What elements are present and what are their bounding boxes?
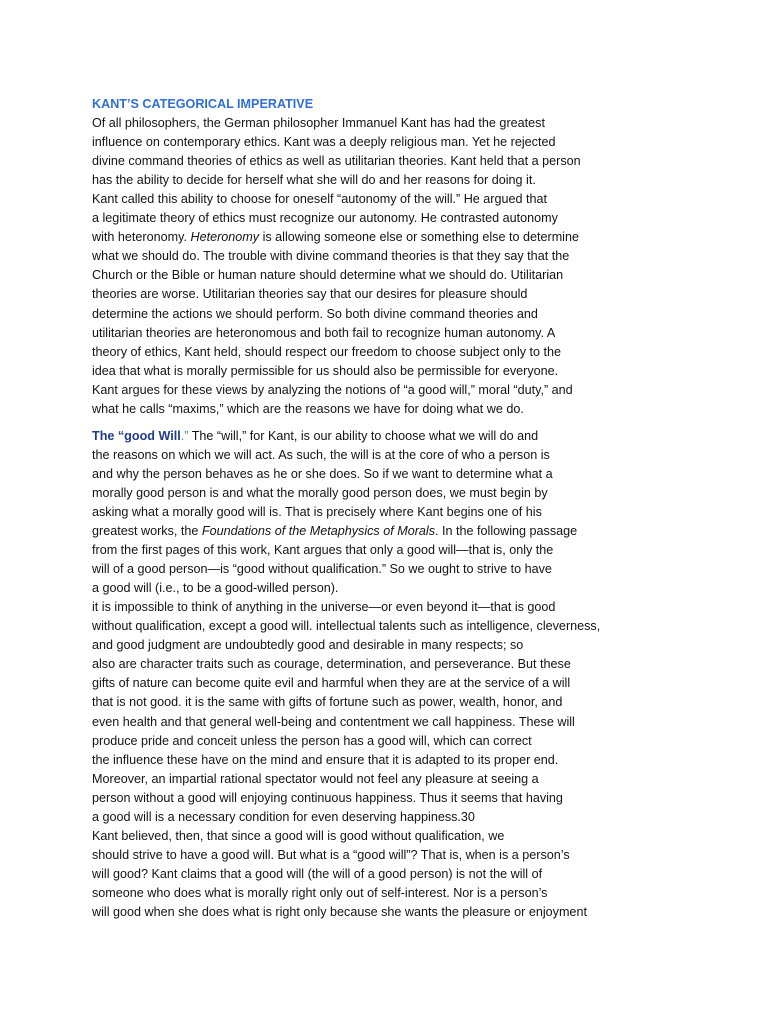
- text-run: . In the following passage: [435, 524, 578, 539]
- text-line: also are character traits such as courage, determination, and perseverance. But these: [92, 657, 571, 672]
- text-line: even health and that general well-being and contentment we call happiness. These will: [92, 714, 575, 729]
- text-line: what we should do. The trouble with divine command theories is that they say that the: [92, 249, 570, 264]
- text-line: that is not good. it is the same with gifts of fortune such as power, wealth, honor, and: [92, 695, 563, 710]
- text-line: idea that what is morally permissible for us should also be permissible for everyone.: [92, 363, 559, 378]
- text-line: [92, 522, 692, 541]
- text-line: it is impossible to think of anything in the universe—or even beyond it—that is good: [92, 600, 556, 615]
- text-line: utilitarian theories are heteronomous and both fail to recognize human autonomy. A: [92, 325, 556, 340]
- text-line: the influence these have on the mind and ensure that it is adapted to its proper end.: [92, 752, 559, 767]
- text-line: theories are worse. Utilitarian theories say that our desires for pleasure should: [92, 287, 528, 302]
- text-line: the reasons on which we will act. As such, the will is at the core of who a person is: [92, 447, 550, 462]
- text-line: Moreover, an impartial rational spectator would not feel any pleasure at seeing a: [92, 771, 539, 786]
- document-title: KANT’S CATEGORICAL IMPERATIVE: [92, 97, 314, 111]
- good-will-heading-punct: .”: [180, 428, 189, 443]
- text-line: and why the person behaves as he or she does. So if we want to determine what a: [92, 466, 553, 481]
- text-line: Kant called this ability to choose for oneself “autonomy of the will.” He argued that: [92, 192, 548, 207]
- document-page: [92, 95, 692, 922]
- text-line: what he calls “maxims,” which are the reasons we have for doing what we do.: [92, 401, 524, 416]
- text-run: greatest works, the: [92, 524, 202, 539]
- text-line: Kant believed, then, that since a good will is good without qualification, we: [92, 828, 505, 843]
- text-line: asking what a morally good will is. That is precisely where Kant begins one of his: [92, 504, 542, 519]
- text-line: gifts of nature can become quite evil and harmful when they are at the service of a will: [92, 676, 571, 691]
- paragraph-autonomy: [92, 114, 692, 419]
- good-will-heading: The “good Will: [92, 428, 181, 443]
- text-line: and good judgment are undoubtedly good and desirable in many respects; so: [92, 638, 524, 653]
- good-will-first-line-text: The “will,” for Kant, is our ability to choose what we will do and: [188, 428, 539, 443]
- text-line: someone who does what is morally right only out of self-interest. Nor is a person’s: [92, 885, 548, 900]
- text-run: is allowing someone else or something else to determine: [259, 230, 579, 245]
- text-line: person without a good will enjoying continuous happiness. Thus it seems that having: [92, 790, 563, 805]
- text-line: [92, 228, 692, 247]
- text-line: Kant argues for these views by analyzing the notions of “a good will,” moral “duty,” and: [92, 382, 573, 397]
- text-line: a good will (i.e., to be a good-willed person).: [92, 581, 339, 596]
- paragraph-gap: [92, 419, 692, 427]
- italic-term: Heteronomy: [190, 230, 260, 245]
- text-line: a legitimate theory of ethics must recognize our autonomy. He contrasted autonomy: [92, 211, 558, 226]
- text-line: influence on contemporary ethics. Kant was a deeply religious man. Yet he rejected: [92, 135, 556, 150]
- italic-term: Foundations of the Metaphysics of Morals: [201, 524, 436, 539]
- text-line: from the first pages of this work, Kant argues that only a good will—that is, only the: [92, 543, 554, 558]
- text-line: Church or the Bible or human nature should determine what we should do. Utilitarian: [92, 268, 564, 283]
- text-line: will of a good person—is “good without qualification.” So we ought to strive to have: [92, 562, 552, 577]
- paragraph-good-will: [92, 446, 692, 922]
- text-line: divine command theories of ethics as well as utilitarian theories. Kant held that a person: [92, 154, 581, 169]
- text-line: a good will is a necessary condition for even deserving happiness.30: [92, 809, 475, 824]
- text-line: Of all philosophers, the German philosopher Immanuel Kant has had the greatest: [92, 116, 545, 131]
- text-line: has the ability to decide for herself what she will do and her reasons for doing it.: [92, 173, 536, 188]
- text-line: without qualification, except a good will. intellectual talents such as intelligence, cleverness,: [92, 619, 601, 634]
- text-line: determine the actions we should perform. So both divine command theories and: [92, 306, 538, 321]
- text-run: with heteronomy.: [92, 230, 191, 245]
- text-line: produce pride and conceit unless the person has a good will, which can correct: [92, 733, 532, 748]
- text-line: morally good person is and what the morally good person does, we must begin by: [92, 485, 548, 500]
- good-will-first-line: [92, 427, 692, 446]
- text-line: will good? Kant claims that a good will (the will of a good person) is not the will of: [92, 866, 543, 881]
- text-line: theory of ethics, Kant held, should respect our freedom to choose subject only to the: [92, 344, 562, 359]
- text-line: should strive to have a good will. But what is a “good will”? That is, when is a person’s: [92, 847, 570, 862]
- text-line: will good when she does what is right only because she wants the pleasure or enjoyment: [92, 904, 587, 919]
